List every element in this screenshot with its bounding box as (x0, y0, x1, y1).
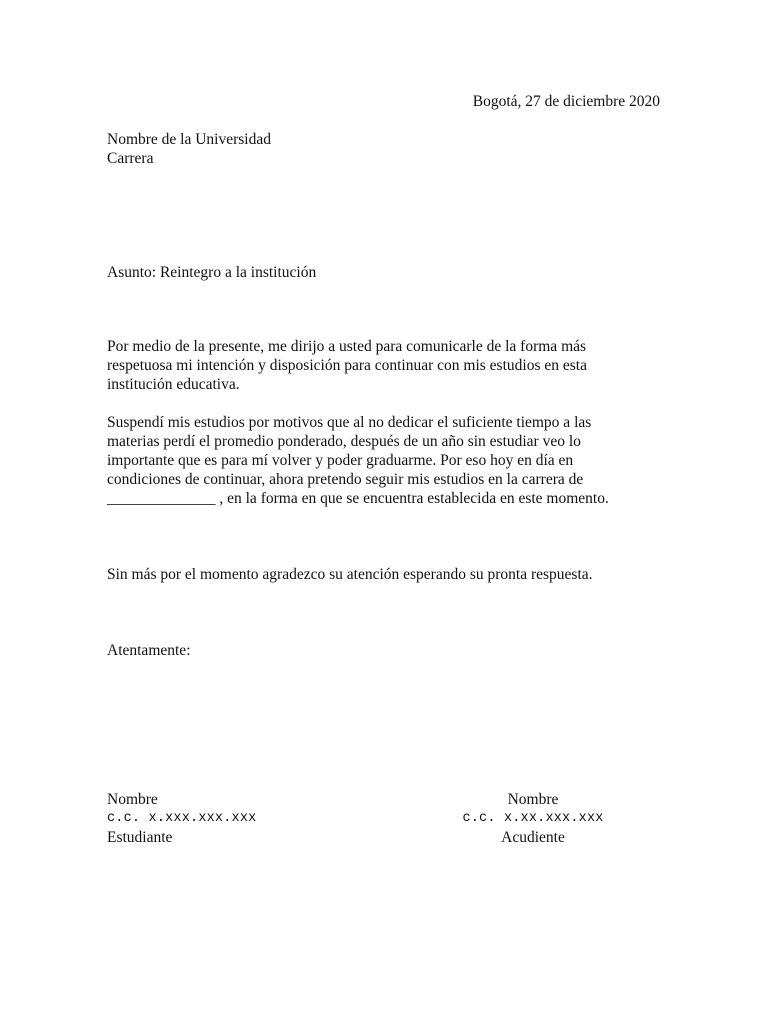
paragraph-line: ______________ , en la forma en que se encuentra establecida en este momento. (107, 490, 609, 507)
paragraph-line: condiciones de continuar, ahora pretendo seguir mis estudios en la carrera de (107, 471, 584, 488)
signature-name: Nombre (107, 791, 158, 808)
signature-role: Estudiante (107, 829, 173, 846)
salutation: Atentamente: (107, 642, 191, 659)
body-paragraph-1 (107, 337, 637, 394)
paragraph-line: materias perdí el promedio ponderado, después de un año sin estudiar veo lo (107, 433, 581, 450)
signature-id: c.c. x.xx.xxx.xxx (462, 811, 604, 826)
paragraph-line: institución educativa. (107, 376, 240, 393)
signature-name: Nombre (507, 791, 559, 808)
signature-student (107, 790, 267, 847)
paragraph-line: importante que es para mí volver y poder graduarme. Por eso hoy en día en (107, 452, 574, 469)
letter-subject: Asunto: Reintegro a la institución (107, 264, 317, 281)
paragraph-line: Suspendí mis estudios por motivos que al no dedicar el suficiente tiempo a las (107, 414, 592, 431)
body-paragraph-2 (107, 413, 637, 508)
paragraph-line: respetuosa mi intención y disposición para continuar con mis estudios en esta (107, 357, 587, 374)
signature-id: c.c. x.xxx.xxx.xxx (107, 811, 257, 826)
recipient-university: Nombre de la Universidad (107, 131, 271, 148)
closing-line: Sin más por el momento agradezco su atención esperando su pronta respuesta. (107, 566, 593, 583)
signature-role: Acudiente (501, 829, 565, 846)
signature-guardian (453, 790, 613, 847)
recipient-program: Carrera (107, 150, 154, 167)
letter-date: Bogotá, 27 de diciembre 2020 (472, 93, 660, 110)
recipient-block (107, 130, 271, 168)
paragraph-line: Por medio de la presente, me dirijo a usted para comunicarle de la forma más (107, 338, 587, 355)
